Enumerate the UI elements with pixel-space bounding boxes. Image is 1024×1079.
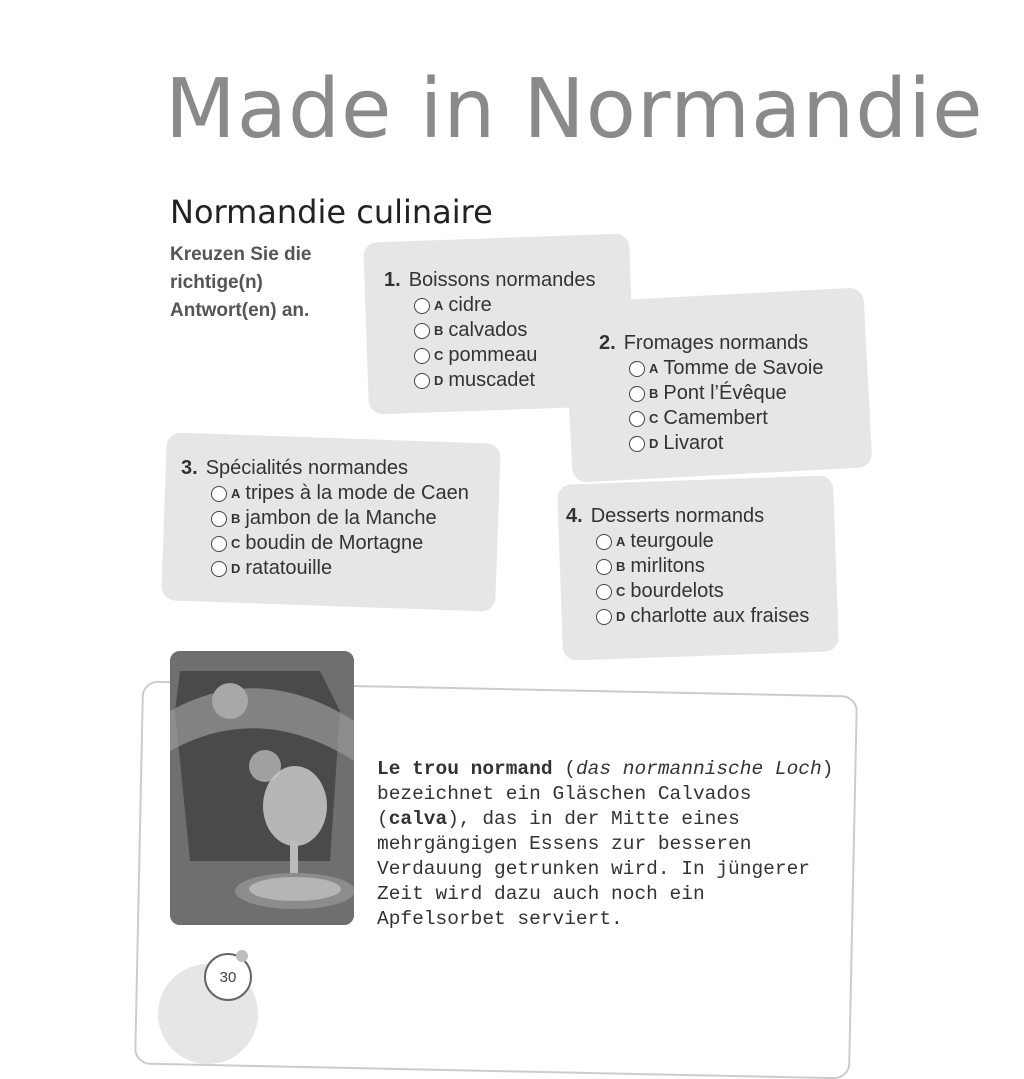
option-letter: D xyxy=(616,609,626,624)
option-a[interactable] xyxy=(384,293,595,318)
option-c[interactable] xyxy=(599,406,823,431)
question-4 xyxy=(566,504,809,629)
option-label: ratatouille xyxy=(245,557,333,579)
option-label: Livarot xyxy=(663,432,724,454)
option-letter: A xyxy=(616,534,626,549)
instruction-line: Antwort(en) an. xyxy=(170,300,310,321)
question-number: 1. xyxy=(384,269,401,291)
option-d[interactable] xyxy=(384,368,595,393)
question-number: 4. xyxy=(566,505,583,527)
option-label: Camembert xyxy=(663,407,768,429)
radio-circle-icon[interactable] xyxy=(596,559,612,575)
option-d[interactable] xyxy=(599,431,823,456)
option-label: calvados xyxy=(448,319,528,341)
radio-circle-icon[interactable] xyxy=(211,511,227,527)
radio-circle-icon[interactable] xyxy=(629,411,645,427)
option-letter: C xyxy=(616,584,626,599)
note-text: ), das in der Mitte eines mehrgängigen Essens zur besseren Verdauung getrunken wird. In jüngerer Zeit wird dazu auch noch ein Apfelsorbet serviert. xyxy=(377,808,810,930)
option-c[interactable] xyxy=(181,531,469,556)
option-label: muscadet xyxy=(448,369,536,391)
option-letter: B xyxy=(649,386,659,401)
option-label: cidre xyxy=(448,294,492,316)
option-letter: C xyxy=(649,411,659,426)
note-term: Le trou normand xyxy=(377,758,553,780)
instruction-line: richtige(n) xyxy=(170,272,263,293)
decorative-dot xyxy=(236,950,248,962)
radio-circle-icon[interactable] xyxy=(596,584,612,600)
option-letter: B xyxy=(616,559,626,574)
option-a[interactable] xyxy=(181,481,469,506)
option-letter: A xyxy=(231,486,241,501)
radio-circle-icon[interactable] xyxy=(414,348,430,364)
option-label: Pont l’Évêque xyxy=(663,382,787,404)
instruction-text xyxy=(170,241,350,325)
radio-circle-icon[interactable] xyxy=(629,361,645,377)
question-3 xyxy=(181,456,469,581)
trou-normand-note xyxy=(377,757,837,932)
radio-circle-icon[interactable] xyxy=(596,609,612,625)
radio-circle-icon[interactable] xyxy=(211,536,227,552)
question-heading xyxy=(599,331,823,356)
option-a[interactable] xyxy=(566,529,809,554)
option-label: bourdelots xyxy=(630,580,724,602)
option-b[interactable] xyxy=(181,506,469,531)
question-number: 3. xyxy=(181,457,198,479)
note-calva: calva xyxy=(388,808,448,830)
option-letter: B xyxy=(231,511,241,526)
option-label: pommeau xyxy=(448,344,538,366)
question-title: Desserts normands xyxy=(590,505,765,527)
radio-circle-icon[interactable] xyxy=(596,534,612,550)
option-label: jambon de la Manche xyxy=(245,507,437,529)
section-title: Normandie culinaire xyxy=(170,193,493,231)
question-heading xyxy=(181,456,469,481)
option-c[interactable] xyxy=(384,343,595,368)
option-a[interactable] xyxy=(599,356,823,381)
page-title: Made in Normandie xyxy=(165,62,984,157)
radio-circle-icon[interactable] xyxy=(414,298,430,314)
instruction-line: Kreuzen Sie die xyxy=(170,244,312,265)
option-b[interactable] xyxy=(566,554,809,579)
option-label: teurgoule xyxy=(630,530,714,552)
option-c[interactable] xyxy=(566,579,809,604)
note-text: ( xyxy=(552,758,576,780)
option-b[interactable] xyxy=(599,381,823,406)
note-text: ) bezeichnet ein Gläschen Calvados ( xyxy=(377,758,834,830)
question-heading xyxy=(384,268,595,293)
radio-circle-icon[interactable] xyxy=(414,323,430,339)
option-letter: A xyxy=(649,361,659,376)
question-title: Fromages normands xyxy=(623,332,809,354)
question-title: Spécialités normandes xyxy=(205,457,409,479)
radio-circle-icon[interactable] xyxy=(414,373,430,389)
question-title: Boissons normandes xyxy=(408,269,596,291)
option-label: mirlitons xyxy=(630,555,705,577)
question-1 xyxy=(384,268,595,393)
question-heading xyxy=(566,504,809,529)
option-label: boudin de Mortagne xyxy=(245,532,424,554)
note-translation: das normannische Loch xyxy=(575,758,822,780)
option-letter: D xyxy=(434,373,444,388)
option-letter: C xyxy=(231,536,241,551)
option-letter: D xyxy=(231,561,241,576)
option-d[interactable] xyxy=(181,556,469,581)
option-label: tripes à la mode de Caen xyxy=(245,482,469,504)
option-letter: C xyxy=(434,348,444,363)
radio-circle-icon[interactable] xyxy=(211,486,227,502)
radio-circle-icon[interactable] xyxy=(211,561,227,577)
calvados-illustration xyxy=(170,651,354,925)
option-b[interactable] xyxy=(384,318,595,343)
option-label: Tomme de Savoie xyxy=(663,357,824,379)
radio-circle-icon[interactable] xyxy=(629,386,645,402)
question-2 xyxy=(599,331,823,456)
option-letter: D xyxy=(649,436,659,451)
calvados-photo xyxy=(170,651,354,925)
page-number: 30 xyxy=(204,953,252,1001)
option-letter: A xyxy=(434,298,444,313)
option-label: charlotte aux fraises xyxy=(630,605,810,627)
question-number: 2. xyxy=(599,332,616,354)
radio-circle-icon[interactable] xyxy=(629,436,645,452)
option-letter: B xyxy=(434,323,444,338)
option-d[interactable] xyxy=(566,604,809,629)
